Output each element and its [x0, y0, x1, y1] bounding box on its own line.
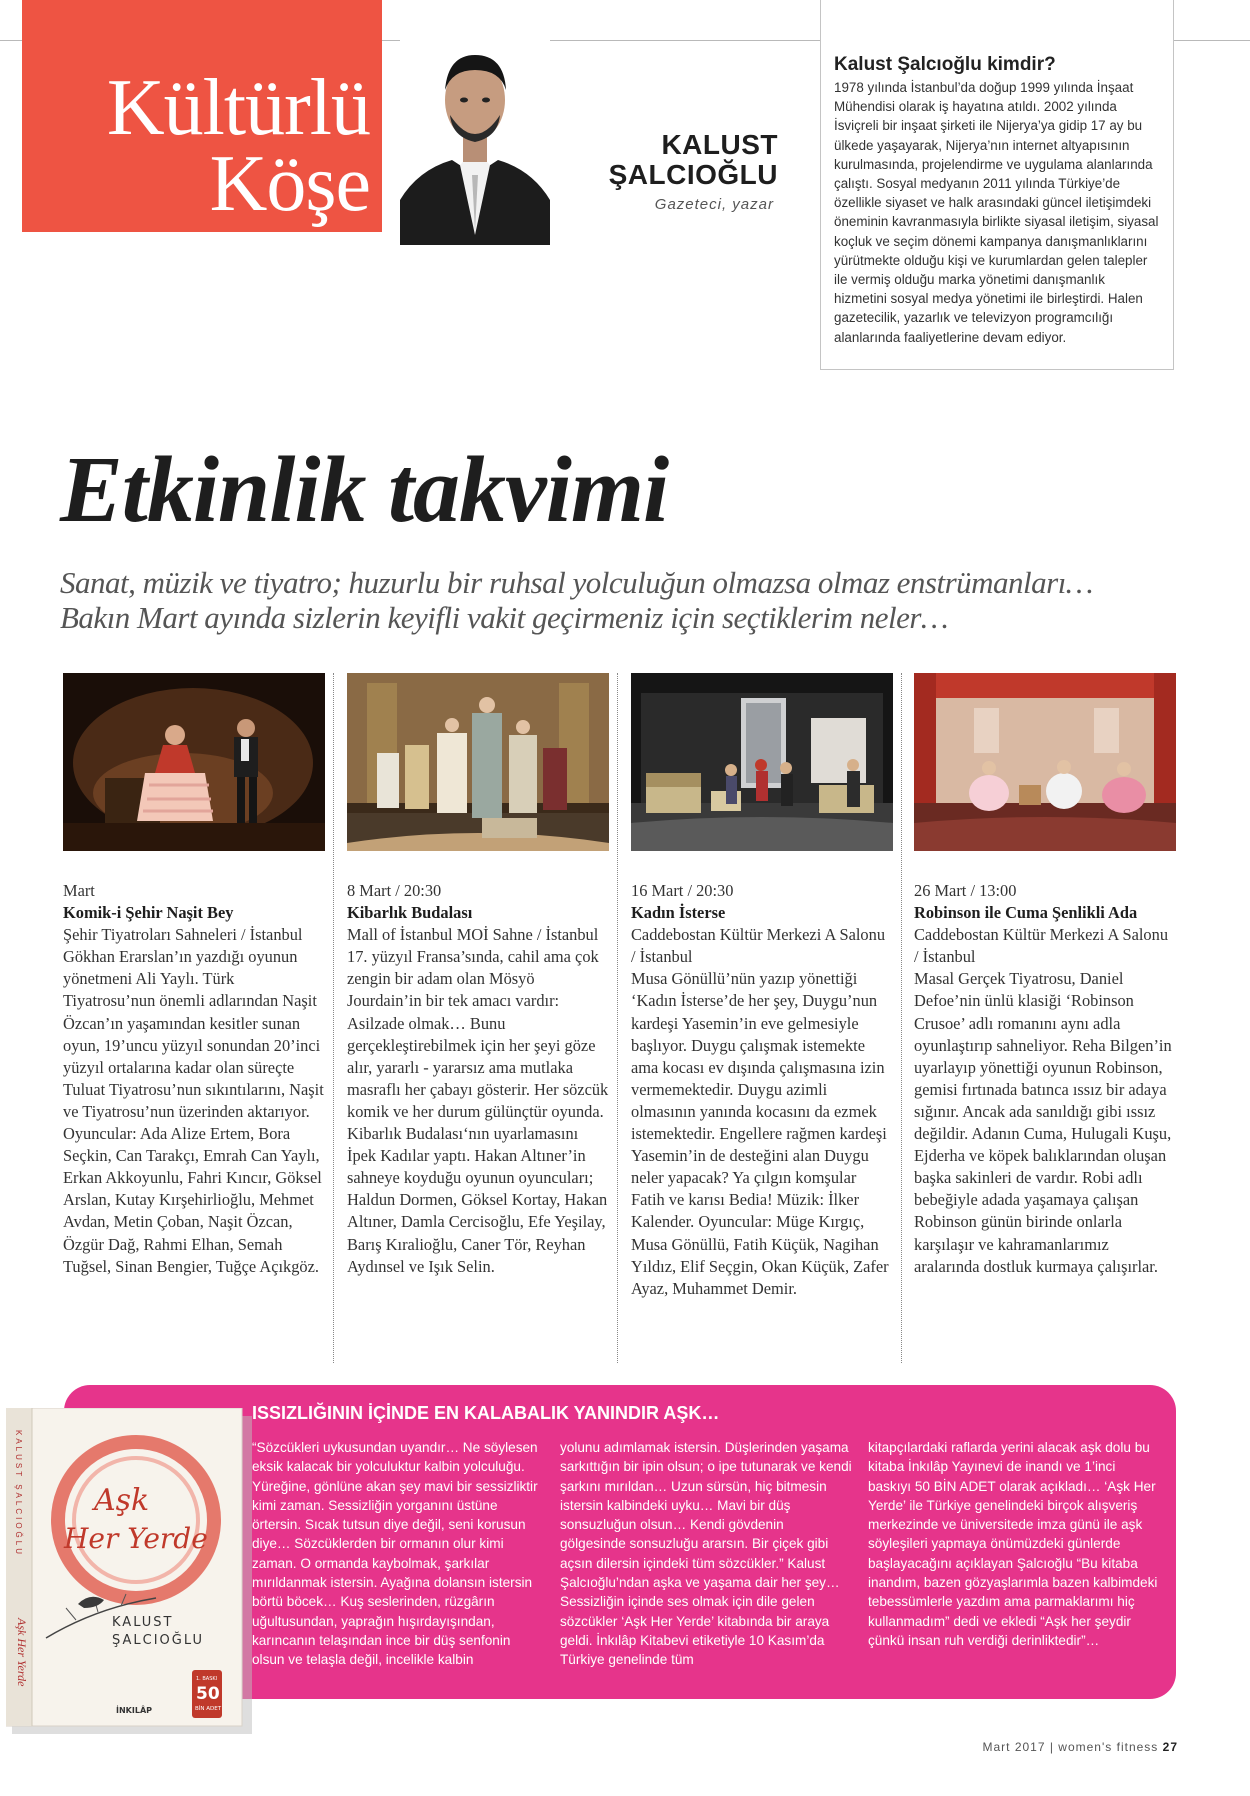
subtitle-line2: Bakın Mart ayında sizlerin keyifli vakit geçirmeniz için seçtiklerim neler…	[60, 600, 948, 635]
author-role: Gazeteci, yazar	[654, 196, 774, 213]
event-date: 26 Mart / 13:00	[914, 881, 1017, 900]
book-author-line1: KALUST	[112, 1615, 174, 1630]
subtitle-line1: Sanat, müzik ve tiyatro; huzurlu bir ruhsal yolculuğun olmazsa olmaz enstrümanları…	[60, 565, 1093, 600]
event-4	[914, 880, 1176, 1278]
event-body: 17. yüzyıl Fransa’sında, cahil ama çok zengin bir adam olan Mösyö Jourdain’in bir tek amacı vardır: Asilzade olmak… Bunu gerçekleştirebilmek için her şeyi göze alır, yararlı - yararsız ama mutlaka masraflı her çabayı gösterir. Her sözcük komik ve her durum gülünçtür oyunda. Kibarlık Budalası‘nın uyarlamasını İpek Kadılar yaptı. Hakan Altıner’in sahneye koyduğu oyunun oyuncuları; Haldun Dormen, Göksel Kortay, Hakan Altıner, Damla Cercisoğlu, Efe Yeşilay, Barış Kıralioğlu, Caner Tör, Reyhan Aydınsel ve Işık Selin.	[347, 947, 609, 1276]
event-venue: Mall of İstanbul MOİ Sahne / İstanbul	[347, 925, 599, 945]
column-divider	[617, 673, 618, 1363]
event-photo-2	[347, 673, 609, 851]
event-venue: Caddebostan Kültür Merkezi A Salonu / İstanbul	[914, 925, 1169, 967]
author-name-line2: ŞALCIOĞLU	[608, 159, 778, 190]
event-venue: Şehir Tiyatroları Sahneleri / İstanbul	[63, 925, 303, 945]
book-title-line1: Aşk	[94, 1483, 150, 1518]
event-body: Gökhan Erarslan’ın yazdığı oyunun yönetmeni Ali Yaylı. Türk Tiyatrosu’nun önemli adlarından Naşit Özcan’ın yaşamından kesitler sunan oyun, 19’uncu yüzyıl sonundan 20’inci yüzyıl ortalarına kadar olan süreçte Tuluat Tiyatrosu’nun sıkıntılarını, Naşit ve Tiyatrosu’nun üzerinden aktarıyor. Oyuncular: Ada Alize Ertem, Bora Seçkin, Can Tarakçı, Emrah Can Yaylı, Erkan Akkoyunlu, Fahri Kıncır, Göksel Arslan, Kutay Kırşehirlioğlu, Mehmet Avdan, Metin Çoban, Naşit Özcan, Özgür Dağ, Rahmi Elhan, Semah Tuğsel, Sinan Bengier, Tuğçe Açıkgöz.	[63, 947, 324, 1276]
page-footer	[900, 1740, 1178, 1754]
page-subtitle	[60, 565, 1190, 635]
author-name	[560, 130, 778, 190]
event-title: Kadın İsterse	[631, 903, 726, 923]
event-date: 16 Mart / 20:30	[631, 881, 734, 900]
book-author-line2: ŞALCIOĞLU	[112, 1633, 204, 1648]
book-publisher: İNKILÂP	[116, 1706, 152, 1715]
event-venue: Caddebostan Kültür Merkezi A Salonu / İstanbul	[631, 925, 886, 967]
book-badge-bottom: BİN ADET	[195, 1706, 222, 1712]
book-cover	[6, 1408, 252, 1734]
event-date: Mart	[63, 881, 95, 900]
column-divider	[333, 673, 334, 1363]
book-badge-number: 50	[196, 1684, 220, 1704]
event-title: Robinson ile Cuma Şenlikli Ada	[914, 903, 1138, 923]
author-name-line1: KALUST	[661, 129, 778, 160]
book-title-line2: Her Yerde	[64, 1522, 208, 1555]
event-3	[631, 880, 893, 1300]
section-title-line1: Kültürlü	[106, 64, 370, 152]
bio-title: Kalust Şalcıoğlu kimdir?	[834, 54, 1056, 75]
section-title-line2: Köşe	[209, 140, 370, 228]
book-spine-title: Aşk Her Yerde	[15, 1618, 29, 1687]
book-spine-author: KALUST ŞALCIOĞLU	[14, 1430, 23, 1557]
promo-text-col2: yolunu adımlamak istersin. Düşlerinden yaşama sarkıttığın bir ipin olsun; o ipe tutunarak ve kendi şarkını mırıldan… Uzun sürsün, hiç bitmesin istersin kalbindeki uyku… Mavi bir düş sonsuzluğun olsun… Kendi gövdenin gölgesinde sonsuzluğu ararsın. Bir çiçek gibi açsın dilersin içindeki tüm sözcükler.” Kalust Şalcıoğlu’ndan aşka ve yaşama dair her şey… Sessizliğin içinde ses olmak için dile gelen sözcükler ‘Aşk Her Yerde’ kitabında bir araya geldi. İnkılâp Kitabevi etiketiyle 10 Kasım’da Türkiye genelinde tüm	[560, 1440, 852, 1668]
event-title: Kibarlık Budalası	[347, 903, 473, 923]
author-photo	[400, 25, 550, 245]
event-photo-4	[914, 673, 1176, 851]
event-title: Komik-i Şehir Naşit Bey	[63, 903, 234, 923]
book-badge-top: 1. BASKI	[196, 1676, 218, 1682]
bio-text: 1978 yılında İstanbul’da doğup 1999 yılında İnşaat Mühendisi olarak iş hayatına atıldı. 2002 yılında İsviçreli bir inşaat şirketi ile Nijerya’ya gidip 17 ay bu ülkede yaşayarak, Nijerya’nın internet altyapısının kurulmasında, projelendirme ve uygulama alanlarında çalıştı. Sosyal medyanın 2011 yılında Türkiye’de özellikle siyaset ve halk arasındaki güncel iletişimdeki öneminin kavranmasıyla birlikte siyasal iletişim, siyasal koçluk ve seçim dönemi kampanya danışmanlıklarını yürütmekte olduğu kişi ve kurumlardan gelen talepler ile vermiş olduğu marka yönetimi danışmanlık hizmetini sosyal medya yönetimi ile birleştirdi. Halen gazetecilik, yazarlık ve televizyon programcılığı alanlarında faaliyetlerine devam ediyor.	[834, 80, 1159, 345]
page-number: 27	[1162, 1740, 1178, 1754]
event-photo-3	[631, 673, 893, 851]
event-body: Masal Gerçek Tiyatrosu, Daniel Defoe’nin ünlü klasiği ‘Robinson Crusoe’ adlı romanını aynı adla oyunlaştırıp sahneliyor. Reha Bilgen’in uyarlayıp yönettiği oyunun Robinson, gemisi fırtınada batınca ıssız bir adaya sığınır. Ancak ada sanıldığı gibi ıssız değildir. Adanın Cuma, Hulugali Kuşu, Ejderha ve köpek balıklarından oluşan başka sakinleri de vardır. Robi adlı bebeğiyle adada yaşamaya çalışan Robinson günün birinde onlarla karşılaşır ve kahramanlarımız aralarında dostluk kurmaya çalışırlar.	[914, 969, 1172, 1276]
promo-text-col1: “Sözcükleri uykusundan uyandır… Ne söylesen eksik kalacak bir yolculuktur kalbin yolculuğu. Yüreğine, gönlüne akan şey mavi bir sessizliktir kimi zaman. Sessizliğin yorganını üstüne örtersin. Sıcak tutsun diye değil, seni korusun diye… Sözcüklerden bir ormanın olur kimi zaman. O ormanda kaybolmak, şarkılar mırıldanmak istersin. Ayağına dolansın istersin börtü böcek… Kuş seslerinden, rüzgârın uğultusundan, yaprağın hışırdayışından, karıncanın telaşından ince bir düş senfonin olsun ve telaşla değil, incelikle kalbin	[252, 1440, 538, 1668]
section-title	[50, 64, 370, 228]
event-2	[347, 880, 609, 1278]
footer-issue: Mart 2017 | women's fitness	[982, 1740, 1159, 1754]
event-1	[63, 880, 325, 1278]
event-photo-1	[63, 673, 325, 851]
page-title: Etkinlik takvimi	[60, 438, 669, 542]
event-body: Musa Gönüllü’nün yazıp yönettiği ‘Kadın İsterse’de her şey, Duygu’nun kardeşi Yasemin’in eve gelmesiyle başlıyor. Duygu çalışmak istemekte ama kocası ev dışında çalışmasına izin vermemektedir. Duygu azimli olmasının yanında kocasını da ezmek istemektedir. Engellere rağmen kardeşi Yasemin’in de desteğini alan Duygu neler yapacak? Ya çılgın komşular Fatih ve karısı Bedia! Müzik: İlker Kalender. Oyuncular: Müge Kırgıç, Musa Gönüllü, Fatih Küçük, Nagihan Yıldız, Elif Seçgin, Okan Küçük, Zafer Ayaz, Muhammet Demir.	[631, 969, 889, 1298]
column-divider	[901, 673, 902, 1363]
promo-text-col3: kitapçılardaki raflarda yerini alacak aşk dolu bu kitaba İnkılâp Yayınevi de inandı ve 1’inci baskıyı 50 BİN ADET olarak açıkladı… ‘Aşk Her Yerde’ ile Türkiye genelindeki birçok alışveriş merkezinde ve üniversitede imza günü ile aşk söyleşileri yapmaya önümüzdeki günlerde başlayacağını açıklayan Şalcıoğlu “Bu kitaba inandım, bazen gözyaşlarımla bazen kalbimdeki tebessümlerle yazdım ama parmaklarımı hiç kullanmadım” dedi ve ekledi “Aşk her şeydir çünkü insan ruh verdiği derinliktedir”…	[868, 1440, 1158, 1648]
event-date: 8 Mart / 20:30	[347, 881, 442, 900]
promo-title: ISSIZLIĞININ İÇİNDE EN KALABALIK YANINDIR AŞK…	[252, 1403, 720, 1423]
